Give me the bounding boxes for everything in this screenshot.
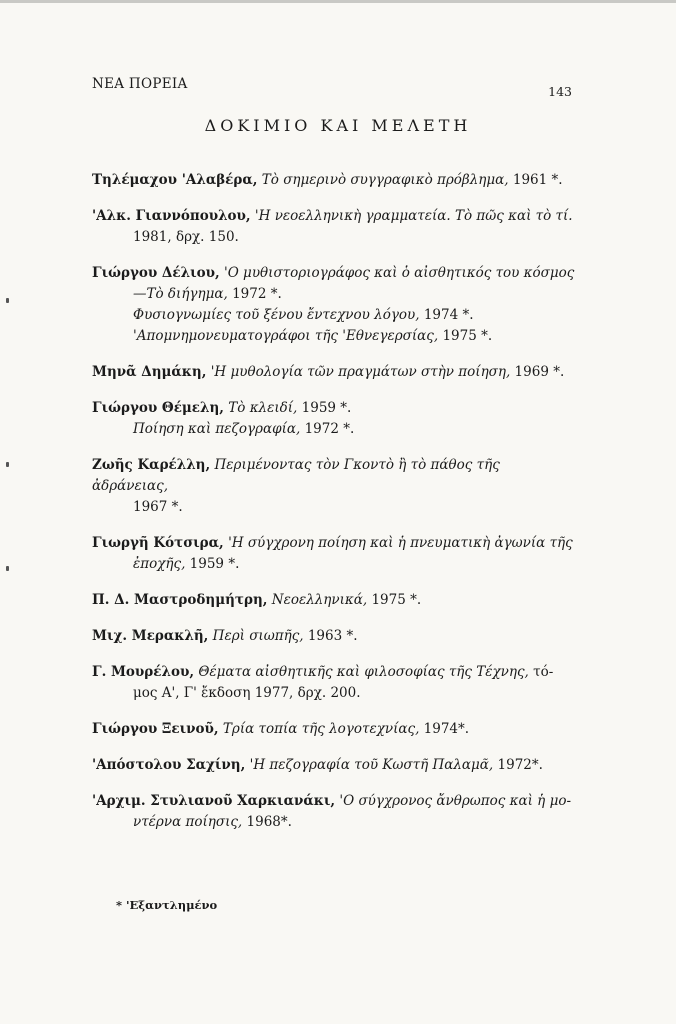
author-name: Μηνᾶ Δημάκη, xyxy=(92,364,207,380)
publication-details: 1972*. xyxy=(493,757,543,773)
publication-details: 1969 *. xyxy=(510,364,565,380)
work-title: Τρία τοπία τῆς λογοτεχνίας, xyxy=(222,721,420,737)
publication-details: 1961 *. xyxy=(508,172,563,188)
work-title: 'Απομνημονευματογράφοι τῆς 'Εθνεγερσίας, xyxy=(133,328,439,344)
bibliography-entry xyxy=(92,362,576,383)
author-name: Γιωργῆ Κότσιρα, xyxy=(92,535,224,551)
bibliography-entry xyxy=(92,791,576,833)
work-title: 'Ο σύγχρονος ἄνθρωπος καὶ ἡ μο- xyxy=(339,793,572,809)
bibliography-entry xyxy=(92,206,576,248)
entry-line xyxy=(92,683,576,704)
section-title: ΔΟΚΙΜΙΟ ΚΑΙ ΜΕΛΕΤΗ xyxy=(204,116,472,135)
page-number: 143 xyxy=(548,84,572,99)
margin-speck xyxy=(6,566,9,571)
work-title: 'Η σύγχρονη ποίηση καὶ ἡ πνευματικὴ ἀγωνία τῆς xyxy=(228,535,573,551)
margin-speck xyxy=(6,298,9,303)
margin-speck xyxy=(6,462,9,467)
publication-details: μος Α', Γ' ἔκδοση 1977, δρχ. 200. xyxy=(133,685,361,701)
page-edge-shadow xyxy=(0,0,676,3)
entry-line xyxy=(92,719,576,740)
work-title: Τὸ κλειδί, xyxy=(228,400,298,416)
bibliography-entry xyxy=(92,755,576,776)
bibliography-list xyxy=(92,170,576,848)
publication-details: τό- xyxy=(528,664,554,680)
bibliography-entry xyxy=(92,170,576,191)
author-name: Π. Δ. Μαστροδημήτρη, xyxy=(92,592,268,608)
entry-line xyxy=(92,497,576,518)
entry-line xyxy=(92,662,576,683)
publication-details: 1974 *. xyxy=(419,307,474,323)
bibliography-entry xyxy=(92,590,576,611)
entry-line xyxy=(92,227,576,248)
publication-details: 1981, δρχ. 150. xyxy=(133,229,239,245)
entry-line xyxy=(92,590,576,611)
entry-line xyxy=(92,812,576,833)
publication-details: 1968*. xyxy=(242,814,292,830)
entry-line xyxy=(92,362,576,383)
author-name: 'Απόστολου Σαχίνη, xyxy=(92,757,246,773)
author-name: 'Αλκ. Γιαννόπουλου, xyxy=(92,208,251,224)
author-name: Γιώργου Ξεινοῦ, xyxy=(92,721,219,737)
publication-details: 1972 *. xyxy=(227,286,282,302)
bibliography-entry xyxy=(92,626,576,647)
author-name: Τηλέμαχου 'Αλαβέρα, xyxy=(92,172,258,188)
work-title: —Τὸ διήγημα, xyxy=(133,286,228,302)
author-name: Μιχ. Μερακλῆ, xyxy=(92,628,209,644)
publication-details: 1972 *. xyxy=(300,421,355,437)
entry-line xyxy=(92,755,576,776)
publication-details: 1963 *. xyxy=(303,628,358,644)
entry-line xyxy=(92,626,576,647)
entry-line xyxy=(92,398,576,419)
work-title: Ποίηση καὶ πεζογραφία, xyxy=(133,421,301,437)
entry-line xyxy=(92,554,576,575)
publication-details: 1959 *. xyxy=(297,400,352,416)
author-name: Γιώργου Θέμελη, xyxy=(92,400,224,416)
entry-line xyxy=(92,455,576,497)
bibliography-entry xyxy=(92,398,576,440)
bibliography-entry xyxy=(92,662,576,704)
work-title: 'Ο μυθιστοριογράφος καὶ ὁ αἰσθητικός του κόσμος xyxy=(223,265,575,281)
work-title: Νεοελληνικά, xyxy=(271,592,368,608)
entry-line xyxy=(92,206,576,227)
work-title: 'Η πεζογραφία τοῦ Κωστῆ Παλαμᾶ, xyxy=(249,757,494,773)
work-title: Περιμένοντας τὸν Γκοντὸ ἢ τὸ πάθος τῆς ἀδράνειας, xyxy=(92,457,500,494)
entry-line xyxy=(92,419,576,440)
bibliography-entry xyxy=(92,719,576,740)
author-name: Ζωῆς Καρέλλη, xyxy=(92,457,211,473)
author-name: 'Αρχιμ. Στυλιανοῦ Χαρκιανάκι, xyxy=(92,793,336,809)
footnote: * 'Εξαντλημένο xyxy=(116,898,218,912)
entry-line xyxy=(92,284,576,305)
publication-details: 1959 *. xyxy=(185,556,240,572)
entry-line xyxy=(92,170,576,191)
work-title: 'Η νεοελληνικὴ γραμματεία. Τὸ πῶς καὶ τὸ τί. xyxy=(254,208,573,224)
entry-line xyxy=(92,326,576,347)
work-title: Τὸ σημερινὸ συγγραφικὸ πρόβλημα, xyxy=(261,172,509,188)
work-title: ντέρνα ποίησις, xyxy=(133,814,243,830)
entry-line xyxy=(92,305,576,326)
publication-details: 1974*. xyxy=(419,721,470,737)
journal-title: ΝΕΑ ΠΟΡΕΙΑ xyxy=(92,76,188,92)
entry-line xyxy=(92,791,576,812)
publication-details: 1975 *. xyxy=(367,592,422,608)
bibliography-entry xyxy=(92,455,576,518)
work-title: 'Η μυθολογία τῶν πραγμάτων στὴν ποίηση, xyxy=(210,364,511,380)
work-title: Θέματα αἰσθητικῆς καὶ φιλοσοφίας τῆς Τέχνης, xyxy=(198,664,529,680)
publication-details: 1975 *. xyxy=(438,328,493,344)
bibliography-entry xyxy=(92,263,576,347)
work-title: Φυσιογνωμίες τοῦ ξένου ἔντεχνου λόγου, xyxy=(133,307,420,323)
entry-line xyxy=(92,263,576,284)
work-title: Περὶ σιωπῆς, xyxy=(212,628,304,644)
publication-details: 1967 *. xyxy=(133,499,183,515)
work-title: ἐποχῆς, xyxy=(133,556,186,572)
author-name: Γ. Μουρέλου, xyxy=(92,664,195,680)
bibliography-entry xyxy=(92,533,576,575)
entry-line xyxy=(92,533,576,554)
author-name: Γιώργου Δέλιου, xyxy=(92,265,220,281)
